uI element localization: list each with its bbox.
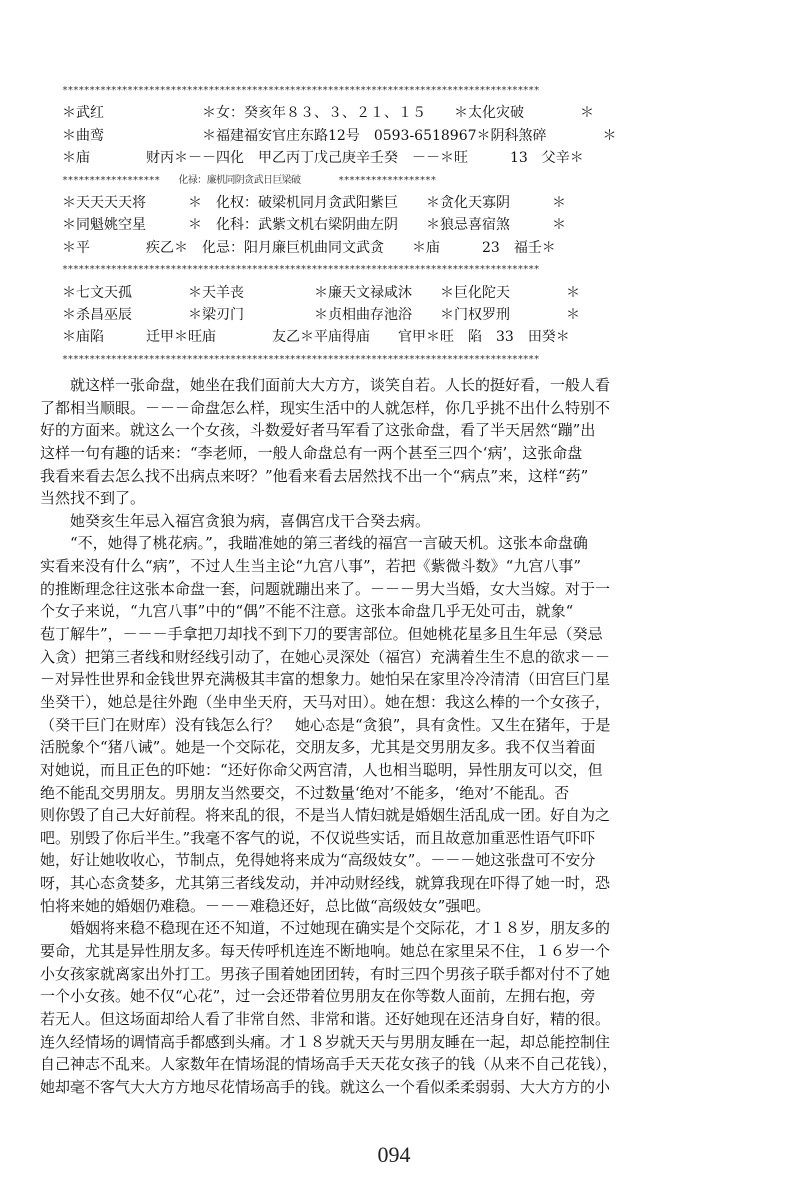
chart-border: ****************************************************************************************: [62, 353, 540, 365]
text-line: 则你毁了自己大好前程。将来乱的很，不是当人情妇就是婚姻生活乱成一团。好自为之: [40, 806, 611, 825]
text-line: 怕将来她的婚姻仍难稳。－－－难稳还好，总比做“高级妓女”强吧。: [40, 896, 491, 915]
chart-row: ＊庙 财丙＊－－四化 甲乙丙丁戊己庚辛壬癸 －－＊旺 13 父辛＊: [62, 150, 584, 167]
chart-row: ****************** 化禄：廉机同阴贪武日巨梁破 ******************: [62, 174, 436, 186]
text-line: 绝不能乱交男朋友。男朋友当然要交，不过数量‘绝对’不能多，‘绝对’不能乱。否: [40, 783, 570, 802]
text-line: 婚姻将来稳不稳现在还不知道，不过她现在确实是个交际花，才１８岁，朋友多的: [40, 919, 611, 938]
text-line: 好的方面来。就这么一个女孩，斗数爱好者马军看了这张命盘，看了半天居然“蹦”出: [40, 421, 596, 440]
text-line: 一个小女孩。她不仅“心花”，过一会还带着位男朋友在你等数人面前，左拥右抱，旁: [40, 987, 596, 1006]
text-line: 对她说，而且正色的吓她：“还好你命父两宫清，人也相当聪明，异性朋友可以交，但: [40, 760, 603, 779]
text-line: 当然找不到了。: [40, 489, 146, 508]
body-text: [40, 374, 694, 1099]
text-line: 个女子来说，“九宫八事”中的“偶”不能不注意。这张本命盘几乎无处可击，就象“: [40, 602, 574, 621]
text-line: 苞丁解牛”，－－－手拿把刀却找不到下刀的要害部位。但她桃花星多且生年忌（癸忌: [40, 625, 603, 644]
astrology-chart: [62, 80, 688, 371]
text-line: 实看来没有什么“病”，不过人生当主论“九宫八事”，若把《紫微斗数》“九宫八事”: [40, 557, 582, 576]
page-number: 094: [377, 1142, 411, 1167]
chart-border: ****************************************************************************************: [62, 85, 540, 96]
text-line: 她却毫不客气大大方方地尽花情场高手的钱。就这么一个看似柔柔弱弱、大大方方的小: [40, 1077, 611, 1096]
text-line: 连久经情场的调情高手都感到头痛。才１８岁就天天与男朋友睡在一起，却总能控制住: [40, 1032, 611, 1051]
text-line: 坐癸干），她总是往外跑（坐申坐天府，天马对田）。她在想：我这么棒的一个女孩子，: [40, 692, 611, 711]
chart-row: ＊七文天孤 ＊天羊丧 ＊廉天文禄咸沐 ＊巨化陀天 ＊: [62, 284, 580, 301]
text-line: 呀，其心态贪婪多，尤其第三者线发动，并冲动财经线，就算我现在吓得了她一时，恐: [40, 874, 611, 893]
text-line: 活脱象个“猪八诫”。她是一个交际花，交朋友多，尤其是交男朋友多。我不仅当着面: [40, 738, 596, 757]
text-line: －对异性世界和金钱世界充满极其丰富的想象力。她怕呆在家里冷冷清清（田宫巨门星: [40, 670, 611, 689]
chart-row: ＊天天天天将 ＊ 化权：破梁机同月贪武阳紫巨 ＊贪化天寡阴 ＊: [62, 194, 566, 211]
chart-row: ＊平 疾乙＊ 化忌：阳月廉巨机曲同文武贪 ＊庙 23 福壬＊: [62, 239, 556, 256]
text-line: 了都相当顺眼。－－－命盘怎么样，现实生活中的人就怎样，你几乎挑不出什么特别不: [40, 398, 611, 417]
text-line: 吧。别毁了你后半生。”我毫不客气的说，不仅说些实话，而且故意加重恶性语气吓吓: [40, 828, 596, 847]
text-line: 若无人。但这场面却给人看了非常自然、非常和谐。还好她现在还洁身自好，精的很。: [40, 1009, 611, 1028]
text-line: 入贪）把第三者线和财经线引动了，在她心灵深处（福宫）充满着生生不息的欲求－－: [40, 647, 611, 666]
text-line: 她癸亥生年忌入福宫贪狼为病，喜偶宫戊干合癸去病。: [40, 511, 431, 530]
text-line: （癸干巨门在财库）没有钱怎么行？ 她心态是“贪狼”，具有贪性。又生在猪年，于是: [40, 715, 611, 734]
text-line: 这样一句有趣的话来：“李老师，一般人命盘总有一两个甚至三四个‘病’，这张命盘: [40, 443, 583, 462]
chart-row: ＊武红 ＊女：癸亥年８３、３、２１、１５ ＊太化灾破 ＊: [62, 105, 594, 122]
text-line: 自己神志不乱来。人家数年在情场混的情场高手天天花女孩子的钱（从来不自己花钱），: [40, 1055, 618, 1074]
chart-row: ＊庙陷 迁甲＊旺庙 友乙＊平庙得庙 官甲＊旺 陷 33 田癸＊: [62, 329, 570, 346]
text-line: 小女孩家就离家出外打工。男孩子围着她团团转，有时三四个男孩子联手都对付不了她: [40, 964, 611, 983]
text-line: 要命，尤其是异性朋友多。每天传呼机连连不断地响。她总在家里呆不住，１６岁一个: [40, 942, 611, 961]
chart-row: ＊同魁姚空星 ＊ 化科：武紫文机右梁阴曲左阴 ＊狼忌喜宿煞 ＊: [62, 217, 566, 234]
chart-row: ＊杀昌巫辰 ＊梁刃门 ＊贞相曲存池浴 ＊门权罗刑 ＊: [62, 306, 580, 323]
text-line: 就这样一张命盘，她坐在我们面前大大方方，谈笑自若。人长的挺好看，一般人看: [40, 376, 611, 394]
text-line: 的推断理念往这张本命盘一套，问题就蹦出来了。－－－男大当婚，女大当嫁。对于一: [40, 579, 611, 598]
text-line: 她，好让她收收心，节制点，免得她将来成为“高级妓女”。－－－她这张盘可不安分: [40, 851, 596, 870]
text-line: “不，她得了桃花病。”，我瞄准她的第三者线的福宫一言破天机。这张本命盘确: [40, 534, 588, 553]
text-line: 我看来看去怎么找不出病点来呀？”他看来看去居然找不出一个“病点”来，这样“药”: [40, 466, 589, 485]
chart-border: ****************************************************************************************: [62, 264, 540, 276]
chart-row: ＊曲鸾 ＊福建福安官庄东路12号 0593-6518967＊阴科煞碎 ＊: [62, 127, 617, 144]
